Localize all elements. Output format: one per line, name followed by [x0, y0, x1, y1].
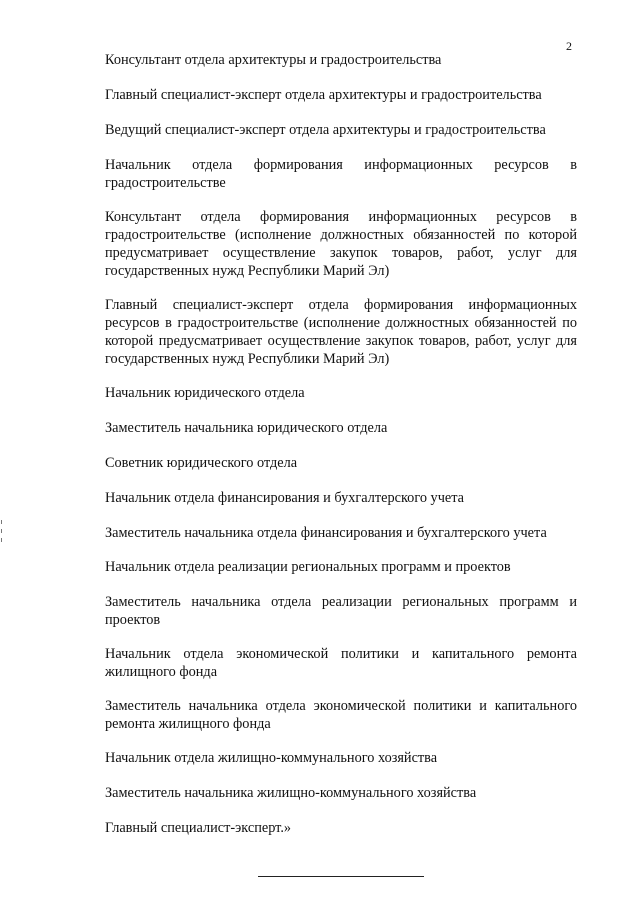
position-entry: Заместитель начальника отдела финансирования и бухгалтерского учета [105, 525, 547, 541]
scan-margin-marks [0, 520, 3, 560]
position-entry: Советник юридического отдела [105, 455, 298, 471]
position-entry: Начальник отдела жилищно-коммунального хозяйства [105, 750, 438, 766]
positions-list [105, 51, 577, 854]
position-entry: Заместитель начальника жилищно-коммунального хозяйства [105, 785, 477, 801]
position-entry: Ведущий специалист-эксперт отдела архитектуры и градостроительства [105, 122, 546, 138]
position-entry: Начальник юридического отдела [105, 385, 305, 401]
position-entry: Заместитель начальника отдела реализации региональных программ и проектов [105, 594, 577, 628]
position-entry: Консультант отдела формирования информационных ресурсов в градостроительстве (исполнение должностных обязанностей по которой предусматривает осуществление закупок товаров, работ, услуг для государственных нужд Республики Марий Эл) [105, 209, 577, 279]
position-entry: Заместитель начальника отдела экономической политики и капитального ремонта жилищного фонда [105, 698, 577, 732]
position-entry: Начальник отдела финансирования и бухгалтерского учета [105, 490, 465, 506]
position-entry: Главный специалист-эксперт.» [105, 820, 292, 836]
scan-mark [1, 538, 2, 542]
position-entry: Начальник отдела реализации региональных программ и проектов [105, 559, 511, 575]
position-entry: Главный специалист-эксперт отдела формирования информационных ресурсов в градостроительстве (исполнение должностных обязанностей по которой предусматривает осуществление закупок товаров, работ, услуг для государственных нужд Республики Марий Эл) [105, 297, 577, 367]
closing-separator-line [258, 876, 424, 877]
position-entry: Главный специалист-эксперт отдела архитектуры и градостроительства [105, 87, 542, 103]
page-number: 2 [566, 39, 572, 53]
position-entry: Начальник отдела экономической политики и капитального ремонта жилищного фонда [105, 646, 577, 680]
position-entry: Заместитель начальника юридического отдела [105, 420, 388, 436]
scan-mark [1, 520, 2, 524]
position-entry: Начальник отдела формирования информационных ресурсов в градостроительстве [105, 157, 577, 191]
scan-mark [1, 529, 2, 533]
position-entry: Консультант отдела архитектуры и градостроительства [105, 52, 442, 68]
